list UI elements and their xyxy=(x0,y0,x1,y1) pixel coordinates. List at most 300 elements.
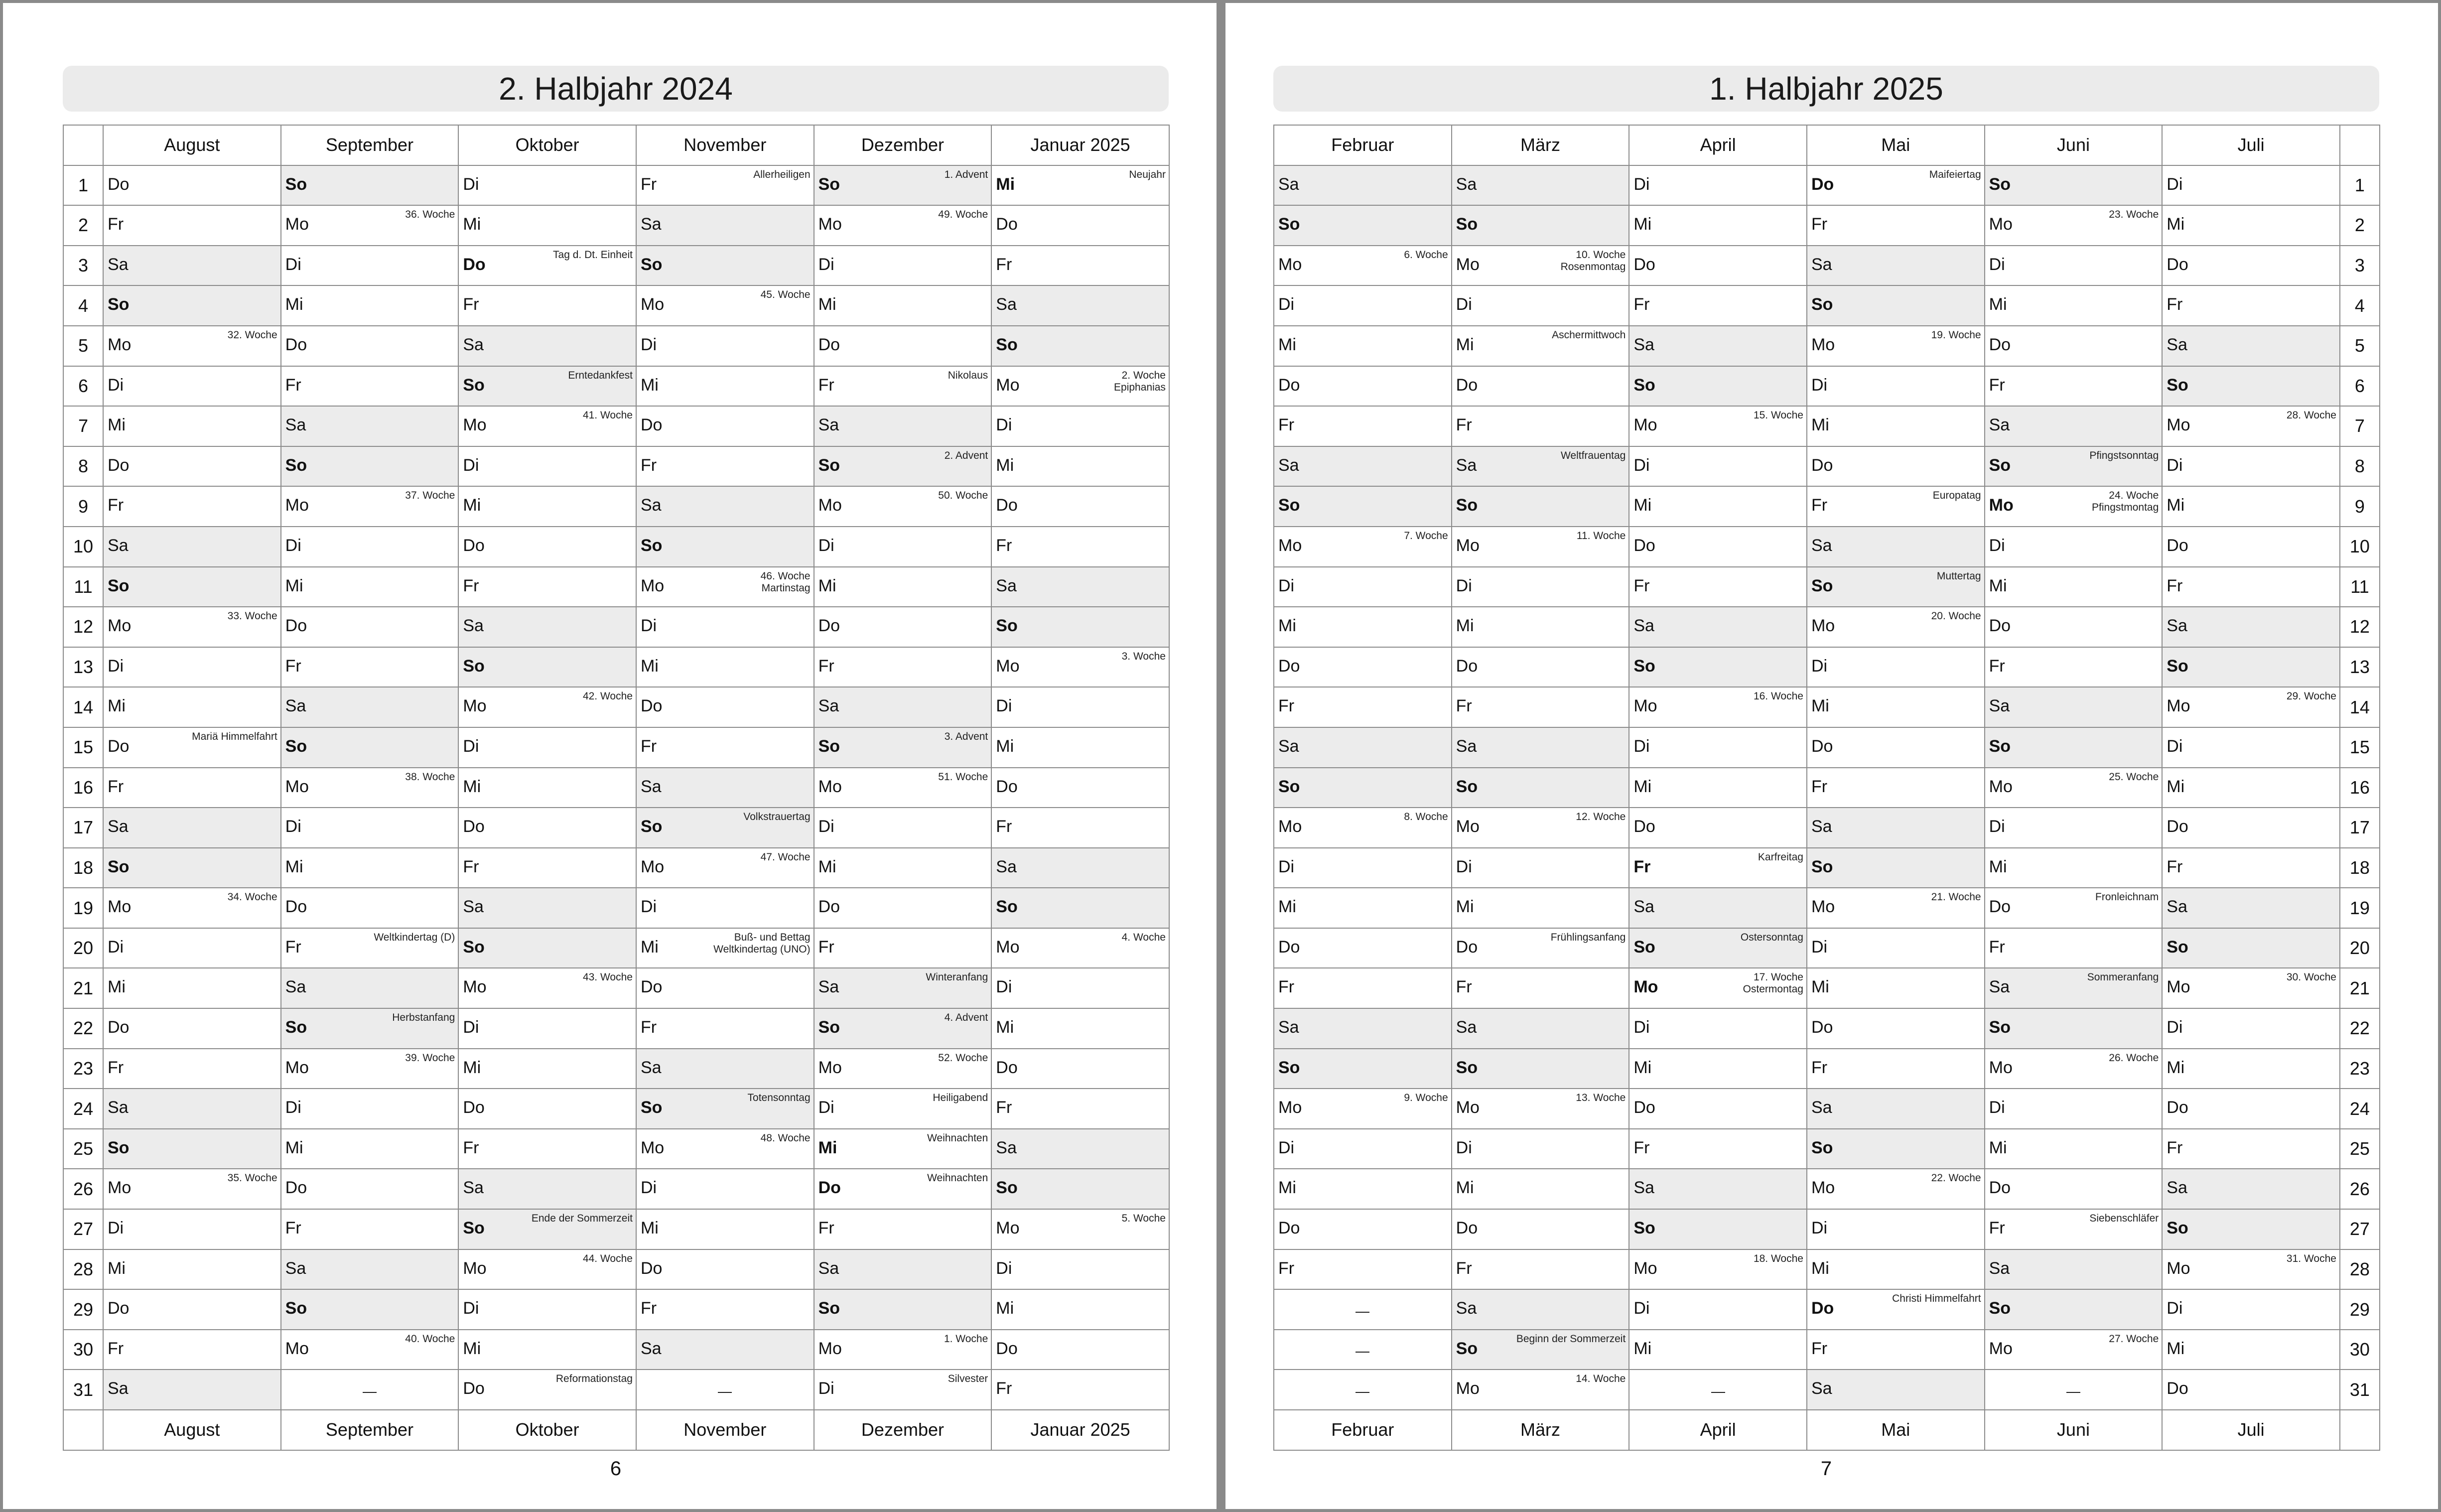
day-cell[interactable] xyxy=(1274,768,1452,808)
day-cell[interactable] xyxy=(1807,1289,1985,1330)
day-cell[interactable] xyxy=(1807,246,1985,286)
day-cell[interactable] xyxy=(2162,1289,2340,1330)
day-cell[interactable] xyxy=(1274,285,1452,326)
day-cell[interactable] xyxy=(991,768,1169,808)
day-cell[interactable] xyxy=(814,1089,992,1129)
day-cell[interactable] xyxy=(1274,1089,1452,1129)
day-cell[interactable] xyxy=(636,647,814,687)
day-cell[interactable] xyxy=(1807,727,1985,768)
day-cell[interactable] xyxy=(1807,647,1985,687)
day-cell[interactable] xyxy=(814,1049,992,1089)
day-cell[interactable] xyxy=(2162,647,2340,687)
day-cell[interactable] xyxy=(1274,527,1452,567)
day-cell[interactable] xyxy=(1985,848,2163,888)
day-cell[interactable] xyxy=(1985,607,2163,647)
day-cell[interactable] xyxy=(2162,366,2340,407)
day-cell[interactable] xyxy=(1807,808,1985,848)
day-cell[interactable] xyxy=(281,366,459,407)
day-cell[interactable] xyxy=(2162,607,2340,647)
day-cell[interactable] xyxy=(991,1249,1169,1290)
day-cell[interactable] xyxy=(636,205,814,246)
day-cell[interactable] xyxy=(814,607,992,647)
day-cell[interactable] xyxy=(1985,366,2163,407)
day-cell[interactable] xyxy=(281,1169,459,1209)
day-cell[interactable] xyxy=(1629,968,1807,1008)
day-cell[interactable] xyxy=(814,366,992,407)
day-cell[interactable] xyxy=(991,607,1169,647)
day-cell[interactable] xyxy=(1452,285,1629,326)
day-cell[interactable] xyxy=(814,727,992,768)
day-cell[interactable] xyxy=(636,888,814,928)
day-cell[interactable] xyxy=(1629,527,1807,567)
day-cell[interactable] xyxy=(2162,567,2340,607)
day-cell[interactable] xyxy=(2162,768,2340,808)
day-cell[interactable] xyxy=(1807,1008,1985,1049)
day-cell[interactable] xyxy=(1985,326,2163,366)
day-cell[interactable] xyxy=(636,1169,814,1209)
day-cell[interactable] xyxy=(458,1089,636,1129)
day-cell[interactable] xyxy=(281,205,459,246)
day-cell[interactable] xyxy=(1807,1370,1985,1410)
day-cell[interactable] xyxy=(458,1129,636,1169)
day-cell[interactable] xyxy=(103,1289,281,1330)
day-cell[interactable] xyxy=(991,808,1169,848)
day-cell[interactable] xyxy=(281,1249,459,1290)
day-cell[interactable] xyxy=(1629,928,1807,968)
day-cell[interactable] xyxy=(281,928,459,968)
day-cell[interactable] xyxy=(1274,246,1452,286)
day-cell[interactable] xyxy=(458,1370,636,1410)
day-cell[interactable] xyxy=(103,567,281,607)
day-cell[interactable] xyxy=(814,647,992,687)
day-cell[interactable] xyxy=(458,165,636,206)
day-cell[interactable] xyxy=(2162,888,2340,928)
day-cell[interactable] xyxy=(1985,687,2163,727)
day-cell[interactable] xyxy=(281,768,459,808)
day-cell[interactable] xyxy=(2162,486,2340,527)
day-cell[interactable] xyxy=(1629,366,1807,407)
day-cell[interactable] xyxy=(103,1129,281,1169)
day-cell[interactable] xyxy=(1274,1249,1452,1290)
day-cell[interactable] xyxy=(458,246,636,286)
day-cell[interactable] xyxy=(636,567,814,607)
day-cell[interactable] xyxy=(1274,687,1452,727)
day-cell[interactable] xyxy=(1985,165,2163,206)
day-cell[interactable] xyxy=(281,808,459,848)
day-cell[interactable] xyxy=(103,486,281,527)
day-cell[interactable] xyxy=(2162,1008,2340,1049)
day-cell[interactable] xyxy=(1452,968,1629,1008)
day-cell[interactable] xyxy=(1274,848,1452,888)
day-cell[interactable] xyxy=(814,285,992,326)
day-cell[interactable] xyxy=(1452,1330,1629,1370)
day-cell[interactable] xyxy=(281,446,459,487)
day-cell[interactable] xyxy=(103,326,281,366)
day-cell[interactable] xyxy=(1452,205,1629,246)
day-cell[interactable] xyxy=(991,968,1169,1008)
day-cell[interactable] xyxy=(458,567,636,607)
day-cell[interactable] xyxy=(2162,527,2340,567)
day-cell[interactable] xyxy=(1985,205,2163,246)
day-cell[interactable] xyxy=(1629,567,1807,607)
day-cell[interactable] xyxy=(1452,687,1629,727)
day-cell[interactable] xyxy=(636,808,814,848)
day-cell[interactable] xyxy=(1985,1169,2163,1209)
day-cell[interactable] xyxy=(1985,486,2163,527)
day-cell[interactable] xyxy=(458,1330,636,1370)
day-cell[interactable] xyxy=(458,205,636,246)
day-cell[interactable] xyxy=(458,848,636,888)
day-cell[interactable] xyxy=(458,1169,636,1209)
day-cell[interactable] xyxy=(1807,527,1985,567)
day-cell[interactable] xyxy=(103,1209,281,1249)
day-cell[interactable] xyxy=(991,1370,1169,1410)
day-cell[interactable] xyxy=(814,968,992,1008)
day-cell[interactable] xyxy=(1985,768,2163,808)
day-cell[interactable] xyxy=(636,486,814,527)
day-cell[interactable] xyxy=(103,1169,281,1209)
day-cell[interactable] xyxy=(1807,567,1985,607)
day-cell[interactable] xyxy=(1807,406,1985,446)
day-cell[interactable] xyxy=(103,848,281,888)
day-cell[interactable] xyxy=(1452,768,1629,808)
day-cell[interactable] xyxy=(458,607,636,647)
day-cell[interactable] xyxy=(814,326,992,366)
day-cell[interactable] xyxy=(991,246,1169,286)
day-cell[interactable] xyxy=(1807,165,1985,206)
day-cell[interactable] xyxy=(1985,446,2163,487)
day-cell[interactable] xyxy=(1274,446,1452,487)
day-cell[interactable] xyxy=(814,1249,992,1290)
day-cell[interactable] xyxy=(1807,1330,1985,1370)
day-cell[interactable] xyxy=(1629,285,1807,326)
day-cell[interactable] xyxy=(991,366,1169,407)
day-cell[interactable] xyxy=(1985,1209,2163,1249)
day-cell[interactable] xyxy=(814,888,992,928)
day-cell[interactable] xyxy=(103,968,281,1008)
day-cell[interactable] xyxy=(2162,1330,2340,1370)
day-cell[interactable] xyxy=(2162,446,2340,487)
day-cell[interactable] xyxy=(1985,1289,2163,1330)
day-cell[interactable] xyxy=(991,1330,1169,1370)
day-cell[interactable] xyxy=(1274,1209,1452,1249)
day-cell[interactable] xyxy=(2162,808,2340,848)
day-cell[interactable] xyxy=(281,647,459,687)
day-cell[interactable] xyxy=(1452,366,1629,407)
day-cell[interactable] xyxy=(458,1209,636,1249)
day-cell[interactable] xyxy=(103,607,281,647)
day-cell[interactable] xyxy=(2162,968,2340,1008)
day-cell[interactable] xyxy=(636,165,814,206)
day-cell[interactable] xyxy=(1452,1129,1629,1169)
day-cell[interactable] xyxy=(458,486,636,527)
day-cell[interactable] xyxy=(281,486,459,527)
day-cell[interactable] xyxy=(103,888,281,928)
day-cell[interactable] xyxy=(636,246,814,286)
day-cell[interactable] xyxy=(281,687,459,727)
day-cell[interactable] xyxy=(814,1330,992,1370)
day-cell[interactable] xyxy=(814,928,992,968)
day-cell[interactable] xyxy=(1629,406,1807,446)
day-cell[interactable] xyxy=(814,768,992,808)
day-cell[interactable] xyxy=(991,1129,1169,1169)
day-cell[interactable] xyxy=(991,446,1169,487)
day-cell[interactable] xyxy=(814,165,992,206)
day-cell[interactable] xyxy=(2162,1209,2340,1249)
day-cell[interactable] xyxy=(814,1008,992,1049)
day-cell[interactable] xyxy=(814,527,992,567)
day-cell[interactable] xyxy=(103,446,281,487)
day-cell[interactable] xyxy=(281,1049,459,1089)
day-cell[interactable] xyxy=(2162,1249,2340,1290)
day-cell[interactable] xyxy=(991,285,1169,326)
day-cell[interactable] xyxy=(1274,567,1452,607)
day-cell[interactable] xyxy=(281,848,459,888)
day-cell[interactable] xyxy=(636,366,814,407)
day-cell[interactable] xyxy=(636,687,814,727)
day-cell[interactable] xyxy=(1452,607,1629,647)
day-cell[interactable] xyxy=(1807,768,1985,808)
day-cell[interactable] xyxy=(1274,366,1452,407)
day-cell[interactable] xyxy=(1807,1209,1985,1249)
day-cell[interactable] xyxy=(103,687,281,727)
day-cell[interactable] xyxy=(103,1008,281,1049)
day-cell[interactable] xyxy=(814,406,992,446)
day-cell[interactable] xyxy=(1274,205,1452,246)
day-cell[interactable] xyxy=(991,486,1169,527)
day-cell[interactable] xyxy=(1629,1049,1807,1089)
day-cell[interactable] xyxy=(991,727,1169,768)
day-cell[interactable] xyxy=(1629,1209,1807,1249)
day-cell[interactable] xyxy=(1452,647,1629,687)
day-cell[interactable] xyxy=(1985,1008,2163,1049)
day-cell[interactable] xyxy=(991,406,1169,446)
day-cell[interactable] xyxy=(1629,486,1807,527)
day-cell[interactable] xyxy=(1452,727,1629,768)
day-cell[interactable] xyxy=(1807,1129,1985,1169)
day-cell[interactable] xyxy=(636,1249,814,1290)
day-cell[interactable] xyxy=(1274,808,1452,848)
day-cell[interactable] xyxy=(1629,446,1807,487)
day-cell[interactable] xyxy=(1274,928,1452,968)
day-cell[interactable] xyxy=(1985,1049,2163,1089)
day-cell[interactable] xyxy=(2162,928,2340,968)
day-cell[interactable] xyxy=(991,848,1169,888)
day-cell[interactable] xyxy=(2162,1370,2340,1410)
day-cell[interactable] xyxy=(814,1209,992,1249)
day-cell[interactable] xyxy=(2162,285,2340,326)
day-cell[interactable] xyxy=(103,165,281,206)
day-cell[interactable] xyxy=(103,727,281,768)
day-cell[interactable] xyxy=(1452,1209,1629,1249)
day-cell[interactable] xyxy=(281,246,459,286)
day-cell[interactable] xyxy=(1274,968,1452,1008)
day-cell[interactable] xyxy=(1274,326,1452,366)
day-cell[interactable] xyxy=(1985,527,2163,567)
day-cell[interactable] xyxy=(636,1089,814,1129)
day-cell[interactable] xyxy=(814,808,992,848)
day-cell[interactable] xyxy=(2162,727,2340,768)
day-cell[interactable] xyxy=(814,446,992,487)
day-cell[interactable] xyxy=(636,1049,814,1089)
day-cell[interactable] xyxy=(1629,808,1807,848)
day-cell[interactable] xyxy=(103,527,281,567)
day-cell[interactable] xyxy=(281,326,459,366)
day-cell[interactable] xyxy=(991,1089,1169,1129)
day-cell[interactable] xyxy=(636,928,814,968)
day-cell[interactable] xyxy=(1629,1249,1807,1290)
day-cell[interactable] xyxy=(2162,406,2340,446)
day-cell[interactable] xyxy=(1452,1089,1629,1129)
day-cell[interactable] xyxy=(1629,687,1807,727)
day-cell[interactable] xyxy=(1807,285,1985,326)
day-cell[interactable] xyxy=(1452,1289,1629,1330)
day-cell[interactable] xyxy=(1985,1129,2163,1169)
day-cell[interactable] xyxy=(1629,607,1807,647)
day-cell[interactable] xyxy=(1985,968,2163,1008)
day-cell[interactable] xyxy=(103,366,281,407)
day-cell[interactable] xyxy=(458,446,636,487)
day-cell[interactable] xyxy=(103,928,281,968)
day-cell[interactable] xyxy=(103,406,281,446)
day-cell[interactable] xyxy=(1807,486,1985,527)
day-cell[interactable] xyxy=(1452,1169,1629,1209)
day-cell[interactable] xyxy=(103,1249,281,1290)
day-cell[interactable] xyxy=(1807,1089,1985,1129)
day-cell[interactable] xyxy=(1274,1049,1452,1089)
day-cell[interactable] xyxy=(2162,1169,2340,1209)
day-cell[interactable] xyxy=(991,165,1169,206)
day-cell[interactable] xyxy=(103,768,281,808)
day-cell[interactable] xyxy=(281,567,459,607)
day-cell[interactable] xyxy=(991,928,1169,968)
day-cell[interactable] xyxy=(1807,607,1985,647)
day-cell[interactable] xyxy=(1807,928,1985,968)
day-cell[interactable] xyxy=(1807,366,1985,407)
day-cell[interactable] xyxy=(281,1089,459,1129)
day-cell[interactable] xyxy=(1807,1249,1985,1290)
day-cell[interactable] xyxy=(1985,1330,2163,1370)
day-cell[interactable] xyxy=(991,1169,1169,1209)
day-cell[interactable] xyxy=(103,205,281,246)
day-cell[interactable] xyxy=(458,1289,636,1330)
day-cell[interactable] xyxy=(1452,567,1629,607)
day-cell[interactable] xyxy=(1985,808,2163,848)
day-cell[interactable] xyxy=(458,808,636,848)
day-cell[interactable] xyxy=(636,1008,814,1049)
day-cell[interactable] xyxy=(1807,1169,1985,1209)
day-cell[interactable] xyxy=(1452,486,1629,527)
day-cell[interactable] xyxy=(636,406,814,446)
day-cell[interactable] xyxy=(458,888,636,928)
day-cell[interactable] xyxy=(103,285,281,326)
day-cell[interactable] xyxy=(2162,246,2340,286)
day-cell[interactable] xyxy=(636,968,814,1008)
day-cell[interactable] xyxy=(814,687,992,727)
day-cell[interactable] xyxy=(1985,567,2163,607)
day-cell[interactable] xyxy=(991,527,1169,567)
day-cell[interactable] xyxy=(1452,406,1629,446)
day-cell[interactable] xyxy=(1274,406,1452,446)
day-cell[interactable] xyxy=(636,1330,814,1370)
day-cell[interactable] xyxy=(636,1289,814,1330)
day-cell[interactable] xyxy=(1629,246,1807,286)
day-cell[interactable] xyxy=(281,285,459,326)
day-cell[interactable] xyxy=(1274,486,1452,527)
day-cell[interactable] xyxy=(1274,1169,1452,1209)
day-cell[interactable] xyxy=(636,326,814,366)
day-cell[interactable] xyxy=(458,366,636,407)
day-cell[interactable] xyxy=(991,647,1169,687)
day-cell[interactable] xyxy=(1452,888,1629,928)
day-cell[interactable] xyxy=(281,607,459,647)
day-cell[interactable] xyxy=(1452,165,1629,206)
day-cell[interactable] xyxy=(1452,446,1629,487)
day-cell[interactable] xyxy=(2162,165,2340,206)
day-cell[interactable] xyxy=(1807,687,1985,727)
day-cell[interactable] xyxy=(1629,165,1807,206)
day-cell[interactable] xyxy=(991,1289,1169,1330)
day-cell[interactable] xyxy=(1807,1049,1985,1089)
day-cell[interactable] xyxy=(1985,1249,2163,1290)
day-cell[interactable] xyxy=(458,285,636,326)
day-cell[interactable] xyxy=(1452,246,1629,286)
day-cell[interactable] xyxy=(1274,647,1452,687)
day-cell[interactable] xyxy=(991,205,1169,246)
day-cell[interactable] xyxy=(1629,1129,1807,1169)
day-cell[interactable] xyxy=(458,1049,636,1089)
day-cell[interactable] xyxy=(1452,848,1629,888)
day-cell[interactable] xyxy=(1629,326,1807,366)
day-cell[interactable] xyxy=(103,1330,281,1370)
day-cell[interactable] xyxy=(458,527,636,567)
day-cell[interactable] xyxy=(1985,727,2163,768)
day-cell[interactable] xyxy=(458,326,636,366)
day-cell[interactable] xyxy=(458,1008,636,1049)
day-cell[interactable] xyxy=(1807,446,1985,487)
day-cell[interactable] xyxy=(281,406,459,446)
day-cell[interactable] xyxy=(103,1089,281,1129)
day-cell[interactable] xyxy=(991,567,1169,607)
day-cell[interactable] xyxy=(2162,205,2340,246)
day-cell[interactable] xyxy=(1985,1089,2163,1129)
day-cell[interactable] xyxy=(1629,1169,1807,1209)
day-cell[interactable] xyxy=(1985,285,2163,326)
day-cell[interactable] xyxy=(991,1049,1169,1089)
day-cell[interactable] xyxy=(814,1370,992,1410)
day-cell[interactable] xyxy=(458,928,636,968)
day-cell[interactable] xyxy=(2162,1049,2340,1089)
day-cell[interactable] xyxy=(458,968,636,1008)
day-cell[interactable] xyxy=(1274,165,1452,206)
day-cell[interactable] xyxy=(1452,527,1629,567)
day-cell[interactable] xyxy=(1452,928,1629,968)
day-cell[interactable] xyxy=(1807,968,1985,1008)
day-cell[interactable] xyxy=(2162,848,2340,888)
day-cell[interactable] xyxy=(1985,246,2163,286)
day-cell[interactable] xyxy=(1629,1089,1807,1129)
day-cell[interactable] xyxy=(281,1289,459,1330)
day-cell[interactable] xyxy=(636,1129,814,1169)
day-cell[interactable] xyxy=(1452,326,1629,366)
day-cell[interactable] xyxy=(281,1330,459,1370)
day-cell[interactable] xyxy=(991,1209,1169,1249)
day-cell[interactable] xyxy=(2162,1129,2340,1169)
day-cell[interactable] xyxy=(281,1209,459,1249)
day-cell[interactable] xyxy=(636,285,814,326)
day-cell[interactable] xyxy=(281,968,459,1008)
day-cell[interactable] xyxy=(1629,1330,1807,1370)
